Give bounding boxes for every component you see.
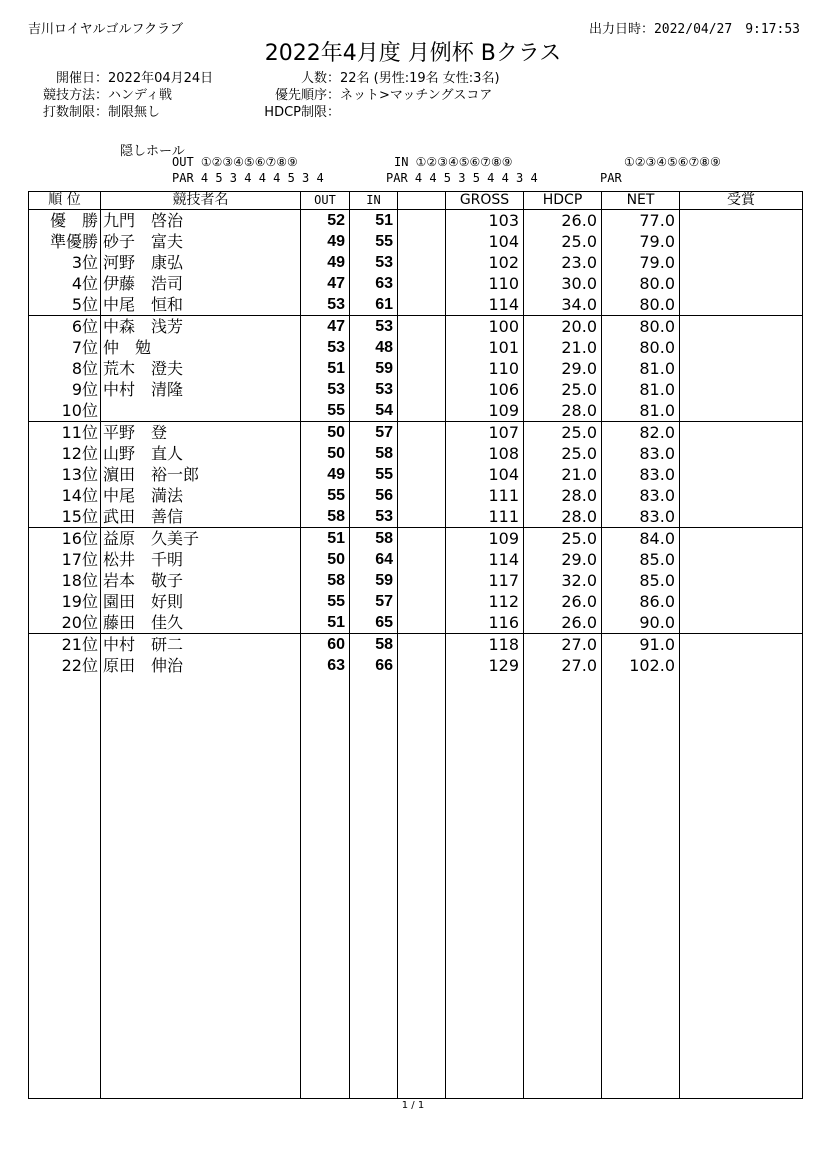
net-score: 79.0 <box>602 231 680 252</box>
limit-label: 打数制限： <box>42 105 108 120</box>
net-score: 80.0 <box>602 294 680 316</box>
in-score: 66 <box>350 655 398 676</box>
blank-cell <box>398 612 446 634</box>
in-score: 53 <box>350 252 398 273</box>
in-score: 56 <box>350 485 398 506</box>
in-score: 55 <box>350 464 398 485</box>
name: 中村 清隆 <box>101 379 301 400</box>
name <box>101 400 301 422</box>
filler-cell <box>350 676 398 1099</box>
gross-score: 118 <box>446 634 524 656</box>
blank-cell <box>398 358 446 379</box>
net-score: 83.0 <box>602 464 680 485</box>
in-score: 57 <box>350 591 398 612</box>
name: 中森 浅芳 <box>101 316 301 338</box>
rank: 9位 <box>29 379 101 400</box>
net-score: 81.0 <box>602 379 680 400</box>
out-score: 55 <box>301 591 350 612</box>
priority-label: 優先順序： <box>274 88 340 103</box>
award-cell <box>680 379 803 400</box>
rank: 21位 <box>29 634 101 656</box>
filler-cell <box>29 676 101 1099</box>
net-score: 81.0 <box>602 358 680 379</box>
net-score: 83.0 <box>602 506 680 528</box>
in-score: 51 <box>350 210 398 232</box>
hidden-out-par: PAR 4 5 3 4 4 4 5 3 4 <box>172 171 324 185</box>
name: 伊藤 浩司 <box>101 273 301 294</box>
award-cell <box>680 252 803 273</box>
header-in: IN <box>350 192 398 210</box>
header-hdcp: HDCP <box>524 192 602 210</box>
out-score: 53 <box>301 294 350 316</box>
date-row <box>28 70 213 87</box>
blank-cell <box>398 443 446 464</box>
rank: 6位 <box>29 316 101 338</box>
out-score: 51 <box>301 358 350 379</box>
gross-score: 116 <box>446 612 524 634</box>
award-cell <box>680 231 803 252</box>
hdcp-value: 28.0 <box>524 400 602 422</box>
award-cell <box>680 570 803 591</box>
gross-score: 111 <box>446 506 524 528</box>
out-score: 49 <box>301 231 350 252</box>
net-score: 83.0 <box>602 485 680 506</box>
blank-cell <box>398 655 446 676</box>
table-row <box>29 358 803 379</box>
net-score: 80.0 <box>602 273 680 294</box>
net-score: 80.0 <box>602 337 680 358</box>
hdcp-value: 21.0 <box>524 464 602 485</box>
header-award: 受賞 <box>680 192 803 210</box>
filler-cell <box>524 676 602 1099</box>
hidden-extra-par: PAR <box>600 171 622 185</box>
net-score: 77.0 <box>602 210 680 232</box>
count-value: 22名 (男性:19名 女性:3名) <box>340 71 500 86</box>
in-score: 57 <box>350 422 398 444</box>
hidden-out-holes: OUT ①②③④⑤⑥⑦⑧⑨ <box>172 155 298 169</box>
blank-cell <box>398 337 446 358</box>
header-rank: 順 位 <box>29 192 101 210</box>
out-score: 47 <box>301 316 350 338</box>
in-score: 63 <box>350 273 398 294</box>
rank: 20位 <box>29 612 101 634</box>
blank-cell <box>398 422 446 444</box>
in-score: 55 <box>350 231 398 252</box>
out-score: 51 <box>301 612 350 634</box>
rank: 8位 <box>29 358 101 379</box>
name: 中尾 恒和 <box>101 294 301 316</box>
gross-score: 114 <box>446 549 524 570</box>
out-score: 52 <box>301 210 350 232</box>
hdcp-value: 32.0 <box>524 570 602 591</box>
results-body <box>29 210 803 1099</box>
name: 九門 啓治 <box>101 210 301 232</box>
name: 濵田 裕一郎 <box>101 464 301 485</box>
filler-cell <box>680 676 803 1099</box>
in-score: 58 <box>350 443 398 464</box>
out-score: 55 <box>301 400 350 422</box>
rank: 11位 <box>29 422 101 444</box>
name: 山野 直人 <box>101 443 301 464</box>
award-cell <box>680 506 803 528</box>
filler-cell <box>446 676 524 1099</box>
rank: 16位 <box>29 528 101 550</box>
out-score: 58 <box>301 506 350 528</box>
blank-cell <box>398 570 446 591</box>
header-net: NET <box>602 192 680 210</box>
out-score: 49 <box>301 464 350 485</box>
filler-cell <box>602 676 680 1099</box>
header-name: 競技者名 <box>101 192 301 210</box>
net-score: 86.0 <box>602 591 680 612</box>
out-score: 50 <box>301 422 350 444</box>
hdcp-value: 21.0 <box>524 337 602 358</box>
table-row <box>29 655 803 676</box>
rank: 13位 <box>29 464 101 485</box>
printed-timestamp: 出力日時：2022/04/27 9:17:53 <box>588 22 800 37</box>
net-score: 79.0 <box>602 252 680 273</box>
name: 中尾 満法 <box>101 485 301 506</box>
table-row <box>29 634 803 656</box>
table-row <box>29 252 803 273</box>
table-row <box>29 294 803 316</box>
rank: 優 勝 <box>29 210 101 232</box>
hdcp-value: 25.0 <box>524 231 602 252</box>
award-cell <box>680 443 803 464</box>
out-score: 58 <box>301 570 350 591</box>
hdcp-value: 25.0 <box>524 379 602 400</box>
net-score: 81.0 <box>602 400 680 422</box>
table-row <box>29 210 803 232</box>
hdcp-value: 28.0 <box>524 506 602 528</box>
table-row <box>29 528 803 550</box>
out-score: 63 <box>301 655 350 676</box>
name: 益原 久美子 <box>101 528 301 550</box>
out-score: 47 <box>301 273 350 294</box>
in-score: 59 <box>350 570 398 591</box>
in-score: 53 <box>350 506 398 528</box>
club-name: 吉川ロイヤルゴルフクラブ <box>28 22 184 37</box>
filler-cell <box>398 676 446 1099</box>
blank-cell <box>398 294 446 316</box>
award-cell <box>680 273 803 294</box>
net-score: 82.0 <box>602 422 680 444</box>
award-cell <box>680 634 803 656</box>
name: 中村 研二 <box>101 634 301 656</box>
gross-score: 103 <box>446 210 524 232</box>
rank: 12位 <box>29 443 101 464</box>
gross-score: 102 <box>446 252 524 273</box>
net-score: 85.0 <box>602 549 680 570</box>
hdcp-value: 30.0 <box>524 273 602 294</box>
name: 河野 康弘 <box>101 252 301 273</box>
gross-score: 107 <box>446 422 524 444</box>
rank: 14位 <box>29 485 101 506</box>
name: 松井 千明 <box>101 549 301 570</box>
name: 原田 伸治 <box>101 655 301 676</box>
gross-score: 101 <box>446 337 524 358</box>
hidden-in-holes: IN ①②③④⑤⑥⑦⑧⑨ <box>394 155 513 169</box>
award-cell <box>680 337 803 358</box>
award-cell <box>680 294 803 316</box>
out-score: 60 <box>301 634 350 656</box>
blank-cell <box>398 379 446 400</box>
award-cell <box>680 210 803 232</box>
info-right <box>256 70 500 121</box>
rank: 22位 <box>29 655 101 676</box>
gross-score: 104 <box>446 231 524 252</box>
in-score: 53 <box>350 379 398 400</box>
filler-cell <box>101 676 301 1099</box>
rank: 4位 <box>29 273 101 294</box>
blank-cell <box>398 231 446 252</box>
in-score: 64 <box>350 549 398 570</box>
out-score: 55 <box>301 485 350 506</box>
date-label: 開催日： <box>55 71 108 86</box>
rank: 19位 <box>29 591 101 612</box>
hdcp-value: 23.0 <box>524 252 602 273</box>
table-row <box>29 231 803 252</box>
award-cell <box>680 612 803 634</box>
award-cell <box>680 549 803 570</box>
table-row <box>29 591 803 612</box>
hdcp-value: 28.0 <box>524 485 602 506</box>
in-score: 59 <box>350 358 398 379</box>
in-score: 53 <box>350 316 398 338</box>
gross-score: 100 <box>446 316 524 338</box>
table-row <box>29 485 803 506</box>
in-score: 48 <box>350 337 398 358</box>
method-row <box>28 87 213 104</box>
rank: 17位 <box>29 549 101 570</box>
table-row <box>29 400 803 422</box>
hdcp-value: 25.0 <box>524 422 602 444</box>
in-score: 65 <box>350 612 398 634</box>
priority-value: ネット>マッチングスコア <box>340 88 493 103</box>
table-row <box>29 570 803 591</box>
award-cell <box>680 358 803 379</box>
net-score: 91.0 <box>602 634 680 656</box>
name: 砂子 富夫 <box>101 231 301 252</box>
hdcp-value: 26.0 <box>524 210 602 232</box>
results-table <box>28 191 803 1099</box>
blank-cell <box>398 252 446 273</box>
hidden-extra-holes: ①②③④⑤⑥⑦⑧⑨ <box>624 155 721 169</box>
header-gross: GROSS <box>446 192 524 210</box>
blank-cell <box>398 273 446 294</box>
gross-score: 106 <box>446 379 524 400</box>
award-cell <box>680 464 803 485</box>
out-score: 49 <box>301 252 350 273</box>
header-out: OUT <box>301 192 350 210</box>
hdcp-value: 29.0 <box>524 549 602 570</box>
name: 藤田 佳久 <box>101 612 301 634</box>
award-cell <box>680 485 803 506</box>
rank: 15位 <box>29 506 101 528</box>
blank-cell <box>398 591 446 612</box>
page-number: 1 / 1 <box>401 1100 425 1111</box>
net-score: 102.0 <box>602 655 680 676</box>
page-title: 2022年4月度 月例杯 Bクラス <box>264 41 562 66</box>
table-row <box>29 337 803 358</box>
limit-value: 制限無し <box>108 105 161 120</box>
in-score: 58 <box>350 528 398 550</box>
award-cell <box>680 591 803 612</box>
gross-score: 110 <box>446 273 524 294</box>
rank: 18位 <box>29 570 101 591</box>
award-cell <box>680 422 803 444</box>
name: 平野 登 <box>101 422 301 444</box>
header-blank <box>398 192 446 210</box>
blank-cell <box>398 400 446 422</box>
blank-cell <box>398 528 446 550</box>
name: 仲 勉 <box>101 337 301 358</box>
blank-cell <box>398 485 446 506</box>
gross-score: 108 <box>446 443 524 464</box>
blank-cell <box>398 549 446 570</box>
hdcp-value: 29.0 <box>524 358 602 379</box>
hidden-holes-title: 隠しホール <box>120 144 185 159</box>
hdcp-value: 26.0 <box>524 612 602 634</box>
gross-score: 110 <box>446 358 524 379</box>
table-row <box>29 612 803 634</box>
limit-row <box>28 104 213 121</box>
net-score: 80.0 <box>602 316 680 338</box>
in-score: 58 <box>350 634 398 656</box>
blank-cell <box>398 634 446 656</box>
name: 園田 好則 <box>101 591 301 612</box>
hdcp-value: 25.0 <box>524 443 602 464</box>
info-left <box>28 70 213 121</box>
table-row <box>29 273 803 294</box>
in-score: 54 <box>350 400 398 422</box>
table-row <box>29 506 803 528</box>
gross-score: 111 <box>446 485 524 506</box>
net-score: 90.0 <box>602 612 680 634</box>
method-label: 競技方法： <box>42 88 108 103</box>
out-score: 51 <box>301 528 350 550</box>
gross-score: 112 <box>446 591 524 612</box>
count-row <box>256 70 500 87</box>
name: 荒木 澄夫 <box>101 358 301 379</box>
table-row <box>29 443 803 464</box>
out-score: 50 <box>301 443 350 464</box>
hdcp-value: 27.0 <box>524 655 602 676</box>
gross-score: 109 <box>446 400 524 422</box>
gross-score: 114 <box>446 294 524 316</box>
name: 武田 善信 <box>101 506 301 528</box>
award-cell <box>680 316 803 338</box>
award-cell <box>680 655 803 676</box>
priority-row <box>256 87 500 104</box>
out-score: 53 <box>301 337 350 358</box>
blank-cell <box>398 464 446 485</box>
filler-cell <box>301 676 350 1099</box>
hdcp-value: 20.0 <box>524 316 602 338</box>
rank: 3位 <box>29 252 101 273</box>
count-label: 人数： <box>300 71 340 86</box>
rank: 7位 <box>29 337 101 358</box>
gross-score: 109 <box>446 528 524 550</box>
blank-cell <box>398 316 446 338</box>
table-filler-row <box>29 676 803 1099</box>
award-cell <box>680 400 803 422</box>
rank: 10位 <box>29 400 101 422</box>
blank-cell <box>398 506 446 528</box>
table-row <box>29 379 803 400</box>
table-row <box>29 464 803 485</box>
table-row <box>29 549 803 570</box>
award-cell <box>680 528 803 550</box>
method-value: ハンディ戦 <box>108 88 172 103</box>
table-row <box>29 422 803 444</box>
hdcp-limit-row <box>256 104 500 121</box>
out-score: 53 <box>301 379 350 400</box>
hdcp-value: 34.0 <box>524 294 602 316</box>
table-header-row <box>29 192 803 210</box>
hdcp-value: 26.0 <box>524 591 602 612</box>
hdcp-limit-label: HDCP制限： <box>264 105 340 120</box>
out-score: 50 <box>301 549 350 570</box>
gross-score: 117 <box>446 570 524 591</box>
hidden-in-par: PAR 4 4 5 3 5 4 4 3 4 <box>386 171 538 185</box>
net-score: 85.0 <box>602 570 680 591</box>
hdcp-value: 27.0 <box>524 634 602 656</box>
date-value: 2022年04月24日 <box>108 71 214 86</box>
blank-cell <box>398 210 446 232</box>
gross-score: 129 <box>446 655 524 676</box>
net-score: 83.0 <box>602 443 680 464</box>
gross-score: 104 <box>446 464 524 485</box>
name: 岩本 敬子 <box>101 570 301 591</box>
hdcp-value: 25.0 <box>524 528 602 550</box>
rank: 5位 <box>29 294 101 316</box>
table-row <box>29 316 803 338</box>
rank: 準優勝 <box>29 231 101 252</box>
in-score: 61 <box>350 294 398 316</box>
net-score: 84.0 <box>602 528 680 550</box>
